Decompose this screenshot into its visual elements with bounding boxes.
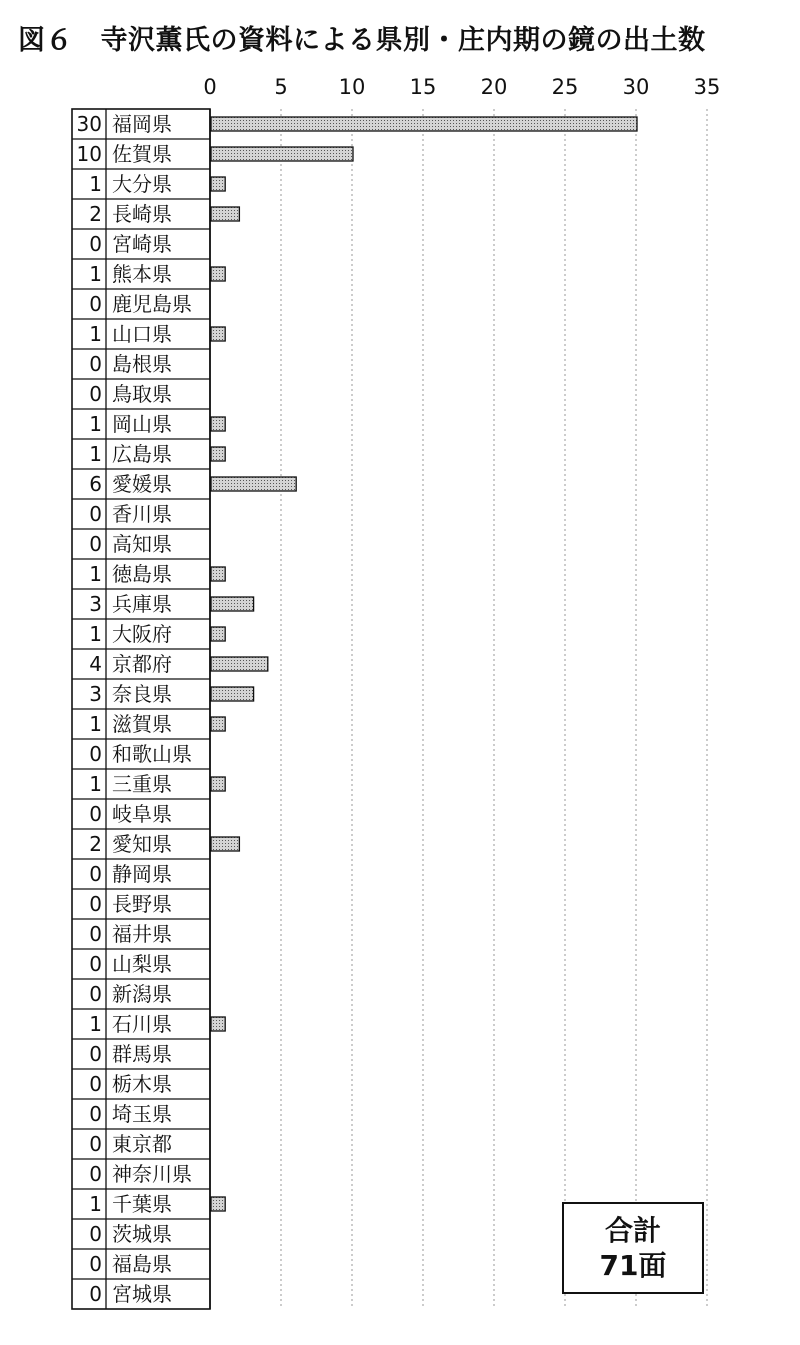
bar: [211, 267, 225, 281]
category-label: 東京都: [112, 1132, 172, 1156]
category-label: 島根県: [112, 352, 172, 376]
bar: [211, 717, 225, 731]
value-label: 1: [89, 562, 102, 586]
value-label: 0: [89, 532, 102, 556]
category-label: 三重県: [112, 772, 172, 796]
value-label: 0: [89, 1102, 102, 1126]
value-label: 6: [89, 472, 102, 496]
category-label: 福島県: [112, 1252, 172, 1276]
value-label: 0: [89, 1042, 102, 1066]
x-tick-label: 5: [274, 75, 288, 99]
x-axis-ticks: [203, 75, 720, 99]
category-label: 佐賀県: [112, 142, 172, 166]
value-label: 1: [89, 172, 102, 196]
category-label: 宮城県: [112, 1282, 172, 1306]
value-label: 0: [89, 952, 102, 976]
category-label: 兵庫県: [112, 592, 172, 616]
category-label: 埼玉県: [112, 1102, 172, 1126]
value-label: 2: [89, 202, 102, 226]
category-label: 千葉県: [112, 1192, 172, 1216]
bar: [211, 777, 225, 791]
category-label: 福井県: [112, 922, 172, 946]
bar: [211, 177, 225, 191]
category-label: 大阪府: [112, 622, 172, 646]
category-label: 和歌山県: [112, 742, 192, 766]
bar: [211, 687, 254, 701]
category-label: 山梨県: [112, 952, 172, 976]
value-label: 0: [89, 232, 102, 256]
category-label: 愛媛県: [112, 472, 172, 496]
value-label: 0: [89, 1162, 102, 1186]
value-label: 0: [89, 1282, 102, 1306]
category-label: 大分県: [112, 172, 172, 196]
value-label: 0: [89, 742, 102, 766]
value-label: 10: [76, 142, 102, 166]
category-label: 鳥取県: [112, 382, 172, 406]
value-label: 3: [89, 682, 102, 706]
bar: [211, 147, 353, 161]
value-label: 1: [89, 262, 102, 286]
bar: [211, 447, 225, 461]
value-label: 0: [89, 1072, 102, 1096]
category-label: 福岡県: [112, 112, 172, 136]
bar: [211, 117, 637, 131]
value-label: 2: [89, 832, 102, 856]
value-label: 0: [89, 502, 102, 526]
value-label: 1: [89, 1012, 102, 1036]
value-label: 4: [89, 652, 102, 676]
bar: [211, 567, 225, 581]
category-label: 愛知県: [112, 832, 172, 856]
category-label: 長野県: [112, 892, 172, 916]
value-label: 1: [89, 712, 102, 736]
category-label: 熊本県: [112, 262, 172, 286]
x-tick-label: 25: [551, 75, 579, 99]
bar: [211, 1197, 225, 1211]
value-label: 0: [89, 922, 102, 946]
bar: [211, 477, 296, 491]
x-tick-label: 35: [693, 75, 721, 99]
bar: [211, 1017, 225, 1031]
bar: [211, 327, 225, 341]
x-tick-label: 0: [203, 75, 217, 99]
value-label: 30: [76, 112, 102, 136]
x-tick-label: 10: [338, 75, 366, 99]
value-label: 3: [89, 592, 102, 616]
value-label: 0: [89, 292, 102, 316]
category-label: 徳島県: [112, 562, 172, 586]
value-label: 0: [89, 892, 102, 916]
category-label: 茨城県: [112, 1222, 172, 1246]
category-label: 広島県: [112, 442, 172, 466]
value-label: 0: [89, 382, 102, 406]
value-label: 1: [89, 442, 102, 466]
value-label: 1: [89, 772, 102, 796]
chart-title: 図６ 寺沢薫氏の資料による県別・庄内期の鏡の出土数: [18, 25, 706, 56]
category-label: 高知県: [112, 532, 172, 556]
category-label: 神奈川県: [112, 1162, 192, 1186]
category-label: 石川県: [112, 1012, 172, 1036]
value-label: 0: [89, 862, 102, 886]
category-label: 滋賀県: [112, 712, 172, 736]
value-label: 1: [89, 322, 102, 346]
value-label: 1: [89, 622, 102, 646]
x-tick-label: 20: [480, 75, 508, 99]
category-label: 長崎県: [112, 202, 172, 226]
bar: [211, 627, 225, 641]
bar: [211, 417, 225, 431]
x-tick-label: 30: [622, 75, 650, 99]
category-label: 宮崎県: [112, 232, 172, 256]
x-tick-label: 15: [409, 75, 437, 99]
category-label: 奈良県: [112, 682, 172, 706]
category-label: 新潟県: [112, 982, 172, 1006]
total-label: 合計: [604, 1214, 661, 1247]
value-label: 1: [89, 1192, 102, 1216]
category-label: 群馬県: [112, 1042, 172, 1066]
category-label: 山口県: [112, 322, 172, 346]
bar: [211, 837, 239, 851]
value-label: 0: [89, 1132, 102, 1156]
value-label: 0: [89, 982, 102, 1006]
value-label: 0: [89, 1222, 102, 1246]
total-box: [562, 1202, 704, 1294]
gridlines: [281, 109, 707, 1309]
value-label: 0: [89, 352, 102, 376]
category-label: 鹿児島県: [112, 292, 192, 316]
data-table: [72, 109, 210, 1309]
category-label: 岡山県: [112, 412, 172, 436]
value-label: 0: [89, 802, 102, 826]
category-label: 栃木県: [112, 1072, 172, 1096]
category-label: 静岡県: [112, 862, 172, 886]
bar: [211, 207, 239, 221]
category-label: 香川県: [112, 502, 172, 526]
category-label: 京都府: [112, 652, 172, 676]
category-label: 岐阜県: [112, 802, 172, 826]
total-value: 71面: [599, 1249, 667, 1282]
bar: [211, 597, 254, 611]
bars: [211, 117, 637, 1211]
bar: [211, 657, 268, 671]
value-label: 1: [89, 412, 102, 436]
value-label: 0: [89, 1252, 102, 1276]
